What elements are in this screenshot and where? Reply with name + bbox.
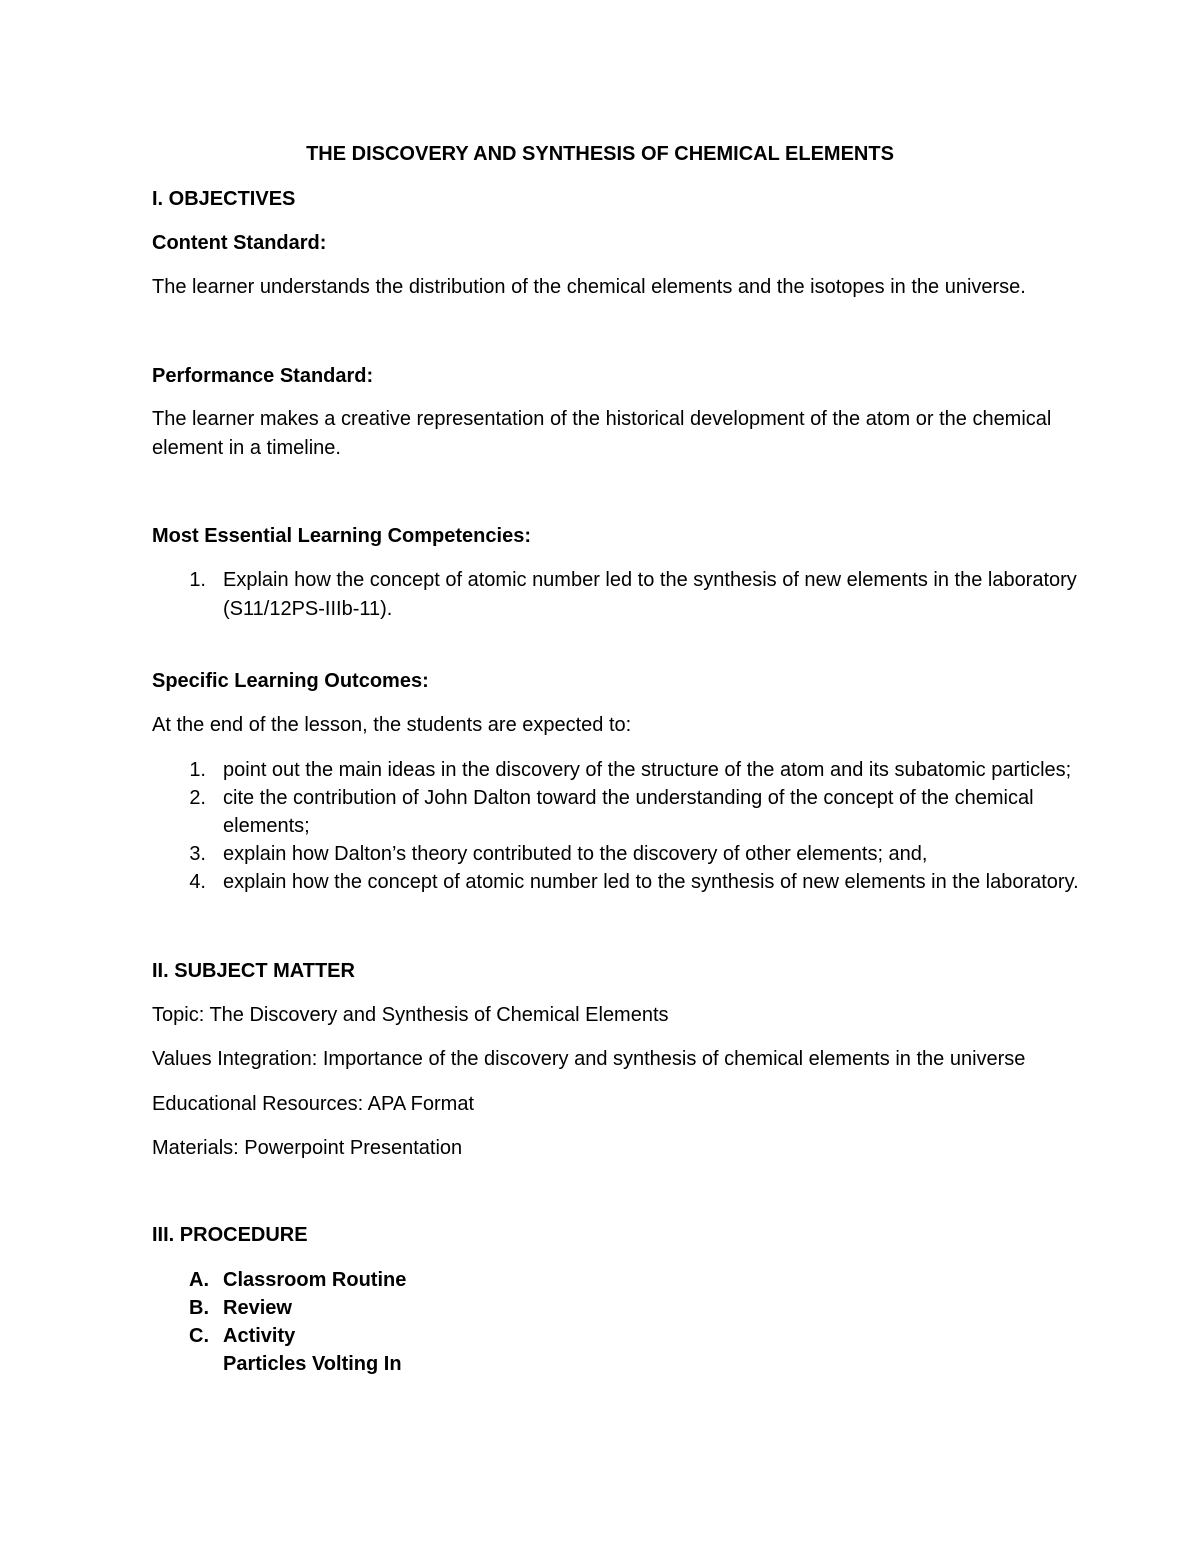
subject-matter-heading: II. SUBJECT MATTER — [152, 960, 355, 982]
outcome-item-marker: 2. — [189, 787, 206, 809]
content-standard-label: Content Standard: — [152, 232, 327, 254]
subject-matter-materials: Materials: Powerpoint Presentation — [152, 1137, 463, 1159]
outcomes-label: Specific Learning Outcomes: — [152, 670, 429, 692]
procedure-item-marker: A. — [189, 1269, 209, 1291]
outcome-item-text: point out the main ideas in the discovery of the structure of the atom and its subatomic particles; — [223, 759, 1072, 781]
procedure-item-activity: Activity — [223, 1325, 296, 1347]
outcome-item-marker: 3. — [189, 843, 206, 865]
subject-matter-topic: Topic: The Discovery and Synthesis of Chemical Elements — [152, 1004, 669, 1026]
performance-standard-text-line1: The learner makes a creative representation of the historical development of the atom or the chemical — [152, 408, 1052, 430]
subject-matter-values: Values Integration: Importance of the discovery and synthesis of chemical elements in the universe — [152, 1048, 1026, 1070]
outcome-item-marker: 1. — [189, 759, 206, 781]
performance-standard-text-line2: element in a timeline. — [152, 437, 341, 459]
procedure-item-review: Review — [223, 1297, 292, 1319]
outcome-item-text: explain how the concept of atomic number led to the synthesis of new elements in the laboratory. — [223, 871, 1079, 893]
document-title: THE DISCOVERY AND SYNTHESIS OF CHEMICAL ELEMENTS — [306, 143, 894, 165]
melc-item-marker: 1. — [189, 569, 206, 591]
melc-item-line1: Explain how the concept of atomic number led to the synthesis of new elements in the laboratory — [223, 569, 1077, 591]
activity-title: Particles Volting In — [223, 1353, 402, 1375]
procedure-item-classroom-routine: Classroom Routine — [223, 1269, 407, 1291]
outcome-item-text: explain how Dalton’s theory contributed to the discovery of other elements; and, — [223, 843, 928, 865]
objectives-heading: I. OBJECTIVES — [152, 188, 296, 210]
melc-label: Most Essential Learning Competencies: — [152, 525, 531, 547]
outcome-item-text: cite the contribution of John Dalton toward the understanding of the concept of the chemical — [223, 787, 1034, 809]
content-standard-text: The learner understands the distribution of the chemical elements and the isotopes in the universe. — [152, 276, 1026, 298]
outcome-item-text-continued: elements; — [223, 815, 310, 837]
procedure-item-marker: B. — [189, 1297, 209, 1319]
procedure-item-marker: C. — [189, 1325, 209, 1347]
procedure-heading: III. PROCEDURE — [152, 1224, 308, 1246]
performance-standard-label: Performance Standard: — [152, 365, 374, 387]
subject-matter-resources: Educational Resources: APA Format — [152, 1093, 475, 1115]
outcomes-intro: At the end of the lesson, the students are expected to: — [152, 714, 632, 736]
outcome-item-marker: 4. — [189, 871, 206, 893]
melc-item-line2: (S11/12PS-IIIb-11). — [223, 598, 393, 620]
